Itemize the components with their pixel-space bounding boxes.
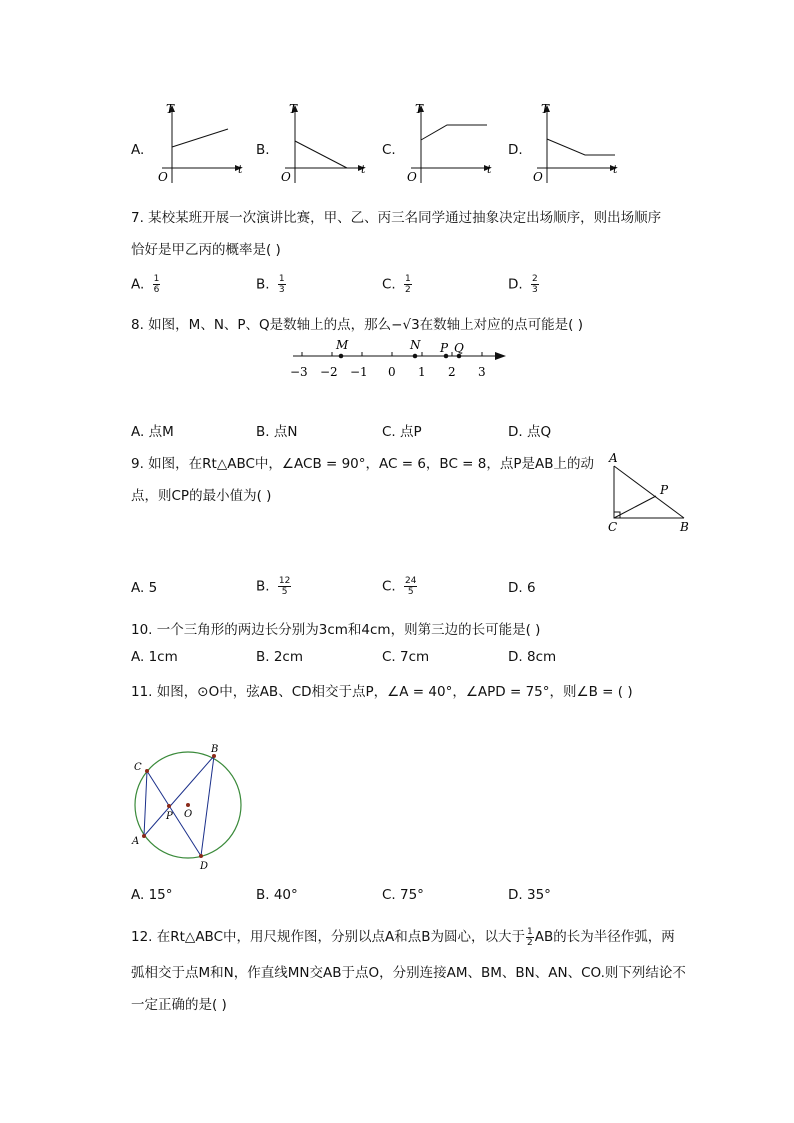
graph-a-line [172,129,228,147]
graph-d-origin-label: O [533,170,543,184]
q8-label-m: M [336,338,349,352]
graph-b-x-label: t [361,163,366,176]
q9-label-p: P [660,483,669,497]
graph-option-d-label: D. [508,142,523,158]
graph-a-y-label: T [166,102,175,116]
q8-tick-2: 2 [448,365,456,379]
q8-tick-1: 1 [418,365,426,379]
q11-label-b: B [211,744,219,755]
q12-line1: 12. 在Rt△ABC中，用尺规作图，分别以点A和点B为圆心，以大于 $\frac{1}{2}$ AB的长为半径作弧，两 [131,926,675,948]
q10-text: 10. 一个三角形的两边长分别为3cm和4cm，则第三边的长可能是( ) [131,622,541,638]
q8-point-n [413,354,418,359]
q7-option-c[interactable]: C. $\frac{1}{2}$ [382,274,411,295]
q11-chord-cd [147,771,201,856]
graph-b [273,95,373,187]
q8-tick-3: 3 [478,365,486,379]
q9-line1: 9. 如图，在Rt△ABC中，∠ACB = 90°，AC = 6，BC = 8，点P是AB上的动 [131,456,595,472]
q8-tick-0: 0 [388,365,396,379]
q7-c-num: 1 [405,274,411,284]
q12-line3: 一定正确的是( ) [131,997,227,1013]
q8-tick-neg1: −1 [350,365,368,379]
q9-option-d[interactable]: D. 6 [508,580,536,596]
q11-label-o: O [184,809,193,820]
graph-d-x-label: t [613,163,618,176]
q7-b-den: 3 [278,285,285,295]
graph-c-y-label: T [415,102,424,116]
graph-b-origin-label: O [281,170,291,184]
q11-option-b[interactable]: B. 40° [256,887,298,903]
graph-option-b-label: B. [256,142,270,158]
graph-c-line [421,125,487,140]
q10-option-c[interactable]: C. 7cm [382,649,430,665]
q9-c-num: 24 [405,576,417,586]
q7-a-den: 6 [153,285,160,295]
q8-point-m [339,354,344,359]
q7-d-num: 2 [531,274,538,284]
q8-label-q: Q [454,341,464,355]
graph-options-row [0,95,794,190]
q8-option-d[interactable]: D. 点Q [508,424,552,440]
q11-chord-ab [144,756,214,836]
q11-option-d[interactable]: D. 35° [508,887,551,903]
q8-option-c[interactable]: C. 点P [382,424,422,440]
q11-point-o [186,803,190,807]
q7-a-num: 1 [153,274,160,284]
q11-option-c[interactable]: C. 75° [382,887,424,903]
q7-d-den: 3 [531,285,538,295]
q12-frac-num: 1 [527,926,533,937]
q8-tick-neg3: −3 [290,365,308,379]
q9-option-b[interactable]: B. $\frac{12}{5}$ [256,576,291,597]
q11-point-p [167,804,171,808]
q7-c-den: 2 [405,285,411,295]
q9-option-a[interactable]: A. 5 [131,580,158,596]
q11-circle-figure [125,740,255,875]
graph-b-line [295,141,347,168]
q7-option-d[interactable]: D. $\frac{2}{3}$ [508,274,538,295]
q11-label-a: A [132,836,140,847]
graph-c-origin-label: O [407,170,417,184]
q7-line2: 恰好是甲乙丙的概率是( ) [131,242,281,258]
q11-option-a[interactable]: A. 15° [131,887,173,903]
graph-c-x-label: t [487,163,492,176]
q9-label-c: C [608,520,618,534]
graph-option-a-label: A. [131,142,145,158]
graph-a-x-label: t [238,163,243,176]
q11-label-c: C [134,762,142,773]
q11-point-c [145,769,149,773]
graph-d [525,95,625,187]
graph-d-line [547,139,615,155]
q7-b-num: 1 [278,274,285,284]
q9-line2: 点，则CP的最小值为( ) [131,488,272,504]
graph-a-origin-label: O [158,170,168,184]
q10-option-b[interactable]: B. 2cm [256,649,304,665]
q11-point-d [199,854,203,858]
q9-triangle-figure [600,450,700,536]
q11-label-d: D [200,861,209,872]
q8-tick-neg2: −2 [320,365,338,379]
q9-label-a: A [609,451,618,465]
q8-text: 8. 如图，M、N、P、Q是数轴上的点，那么−√3在数轴上对应的点可能是( ) [131,317,584,333]
q7-option-b[interactable]: B. $\frac{1}{3}$ [256,274,285,295]
graph-a [150,95,250,187]
q8-option-a[interactable]: A. 点M [131,424,174,440]
graph-c [399,95,499,187]
q9-b-den: 5 [281,587,288,597]
q12-line2: 弧相交于点M和N，作直线MN交AB于点O，分别连接AM、BM、BN、AN、CO.则下列结论不 [131,965,686,981]
q7-option-a[interactable]: A. $\frac{1}{6}$ [131,274,160,295]
q10-option-a[interactable]: A. 1cm [131,649,178,665]
q10-option-d[interactable]: D. 8cm [508,649,557,665]
graph-b-y-label: T [289,102,298,116]
graph-option-c-label: C. [382,142,396,158]
q11-point-a [142,834,146,838]
q8-option-b[interactable]: B. 点N [256,424,298,440]
q12-frac-den: 2 [527,937,533,948]
q11-text: 11. 如图，⊙O中，弦AB、CD相交于点P，∠A = 40°，∠APD = 75°，则∠B = ( ) [131,684,633,700]
q9-option-c[interactable]: C. $\frac{24}{5}$ [382,576,417,597]
q9-label-b: B [680,520,689,534]
q8-label-n: N [410,338,421,352]
q7-line1: 7. 某校某班开展一次演讲比赛，甲、乙、丙三名同学通过抽象决定出场顺序，则出场顺序 [131,210,662,226]
q9-b-num: 12 [278,576,291,586]
q8-number-line [285,336,515,382]
q9-c-den: 5 [407,587,414,597]
graph-d-y-label: T [541,102,550,116]
q11-label-p: P [166,811,173,822]
q8-label-p: P [440,341,449,355]
